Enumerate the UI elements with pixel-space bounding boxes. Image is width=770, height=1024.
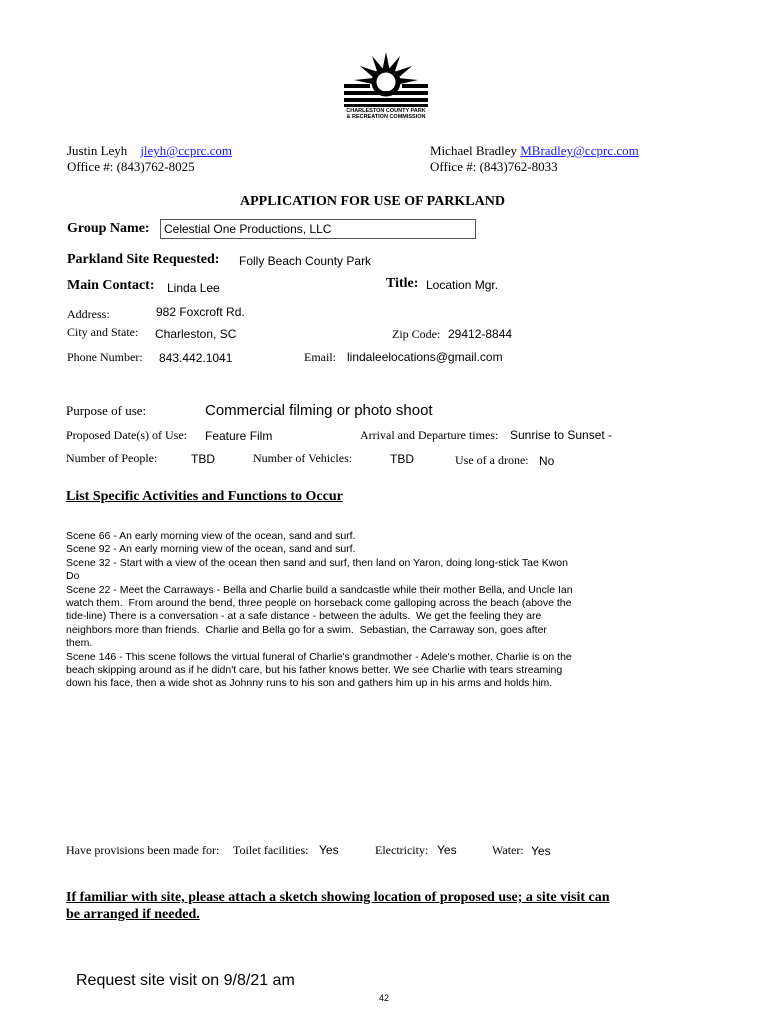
arrival-label: Arrival and Departure times:	[360, 428, 499, 442]
logo-text-line2: & RECREATION COMMISSION	[346, 114, 426, 120]
main-contact-label: Main Contact:	[67, 278, 155, 293]
sun-logo-icon	[336, 44, 436, 108]
contact-left-office: Office #: (843)762-8025	[67, 159, 195, 174]
city-state-value[interactable]: Charleston, SC	[155, 327, 237, 341]
group-name-field[interactable]	[160, 219, 476, 239]
purpose-value[interactable]: Commercial filming or photo shoot	[205, 402, 433, 419]
group-name-label: Group Name:	[67, 221, 150, 236]
water-value[interactable]: Yes	[531, 844, 551, 858]
arrival-value[interactable]: Sunrise to Sunset -	[510, 428, 613, 442]
form-title: APPLICATION FOR USE OF PARKLAND	[240, 194, 505, 209]
main-contact-value[interactable]: Linda Lee	[167, 281, 220, 295]
contact-left	[67, 143, 232, 159]
sketch-note-line2: be arranged if needed.	[66, 907, 200, 922]
site-value[interactable]: Folly Beach County Park	[239, 254, 372, 268]
page-number: 42	[379, 993, 390, 1003]
drone-label: Use of a drone:	[455, 453, 529, 467]
phone-value[interactable]: 843.442.1041	[159, 351, 233, 365]
title-value[interactable]: Location Mgr.	[426, 278, 499, 292]
email-label: Email:	[304, 350, 336, 364]
contact-left-email[interactable]: jleyh@ccprc.com	[140, 143, 233, 158]
city-state-label: City and State:	[67, 325, 139, 339]
dates-label: Proposed Date(s) of Use:	[66, 428, 187, 442]
people-value[interactable]: TBD	[191, 452, 215, 466]
electricity-label: Electricity:	[375, 843, 429, 857]
toilet-label: Toilet facilities:	[233, 843, 309, 857]
contact-right-email[interactable]: MBradley@ccprc.com	[520, 143, 639, 158]
address-value[interactable]: 982 Foxcroft Rd.	[156, 305, 245, 319]
contact-right-name: Michael Bradley	[430, 143, 517, 158]
activities-text[interactable]: Scene 66 - An early morning view of the ocean, sand and surf. Scene 92 - An early morning view of the ocean, sand and surf. Scene 32 - Start with a view of the ocean then sand and surf, then land on Yaron, doing long-stick Tae Kwon Do Scene 22 - Meet the Carraways - Bella and Charlie build a sandcastle while their mother Bella, and Uncle Ian watch them. From around the bend, three people on horseback come galloping across the beach (above the tide-line) There is a conversation - at a safe distance - between the adults. We get the feeling they are neighbors more than friends. Charlie and Bella go for a swim. Sebastian, the Carraway son, goes after them. Scene 146 - This scene follows the virtual funeral of Charlie's grandmother - Adele's mother. Charlie is on the beach skipping around as if he didn't care, but his father knows better. We see Charlie with tears streaming down his face, then a wide shot as Johnny runs to his son and gathers him up in his arms and holds him.	[66, 530, 573, 690]
zip-label: Zip Code:	[392, 327, 441, 341]
electricity-value[interactable]: Yes	[437, 843, 457, 857]
ccprc-logo	[336, 44, 436, 120]
water-label: Water:	[492, 843, 524, 857]
address-label: Address:	[67, 307, 110, 321]
site-visit-request[interactable]: Request site visit on 9/8/21 am	[76, 972, 295, 989]
purpose-label: Purpose of use:	[66, 403, 147, 418]
activities-heading: List Specific Activities and Functions to Occur	[66, 489, 343, 504]
logo-text-line1: CHARLESTON COUNTY PARK	[346, 108, 426, 114]
email-value[interactable]: lindaleelocations@gmail.com	[347, 350, 503, 364]
zip-value[interactable]: 29412-8844	[448, 327, 513, 341]
vehicles-label: Number of Vehicles:	[253, 451, 353, 465]
dates-value[interactable]: Feature Film	[205, 429, 273, 443]
vehicles-value[interactable]: TBD	[390, 452, 414, 466]
provisions-label: Have provisions been made for:	[66, 843, 220, 857]
people-label: Number of People:	[66, 451, 158, 465]
group-name-value: Celestial One Productions, LLC	[164, 222, 332, 236]
title-label: Title:	[386, 276, 419, 291]
sketch-note-line1: If familiar with site, please attach a sketch showing location of proposed use; a site visit can	[66, 890, 610, 905]
toilet-value[interactable]: Yes	[319, 843, 339, 857]
phone-label: Phone Number:	[67, 350, 143, 364]
drone-value[interactable]: No	[539, 454, 555, 468]
contact-left-name: Justin Leyh	[67, 143, 128, 158]
contact-right	[430, 143, 639, 159]
site-label: Parkland Site Requested:	[67, 252, 220, 267]
contact-right-office: Office #: (843)762-8033	[430, 159, 558, 174]
